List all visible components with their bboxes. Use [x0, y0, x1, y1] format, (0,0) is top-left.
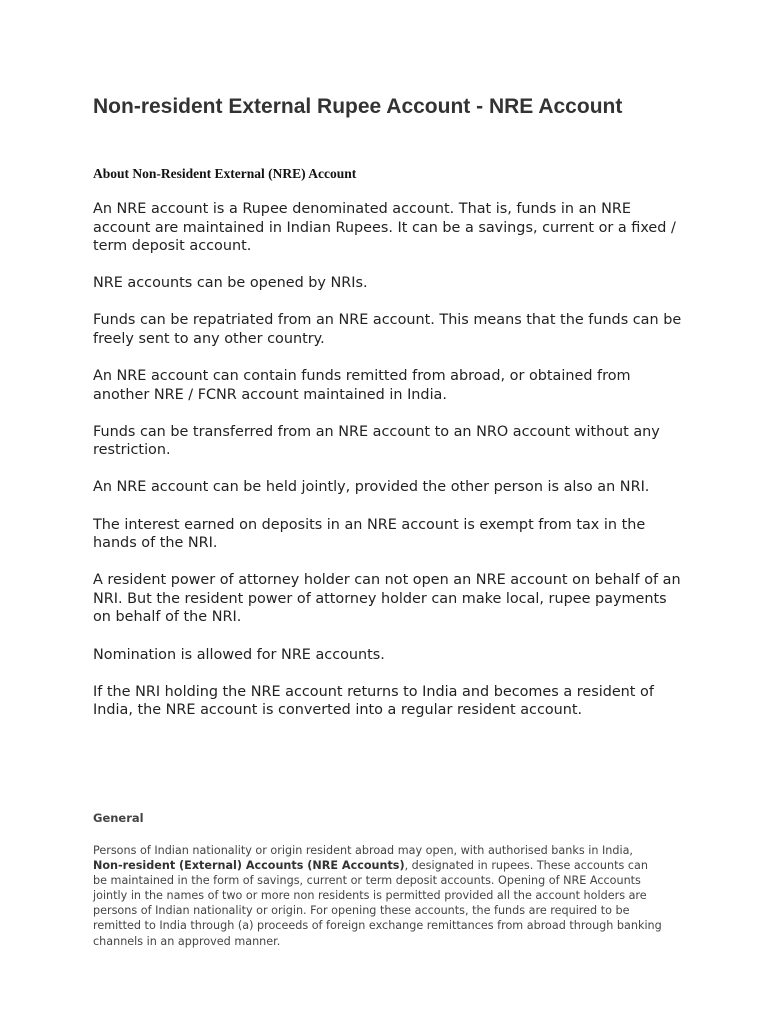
section-subtitle: About Non-Resident External (NRE) Account — [93, 166, 357, 181]
general-text-end: , designated in rupees. These accounts can be maintained in the form of savings, current or term deposit accounts. Opening of NRE Accounts jointly in the names of two or more non residents is permitted provided all the account holders are persons of Indian nationality or origin. For opening these accounts, the funds are required to be remitted to India through (a) proceeds of foreign exchange remittances from abroad through banking channels in an approved manner. — [93, 859, 662, 948]
general-text-start: Persons of Indian nationality or origin resident abroad may open, with authorised banks in India, — [93, 844, 633, 857]
page-title: Non-resident External Rupee Account - NRE Account — [93, 95, 623, 118]
paragraph: Funds can be repatriated from an NRE account. This means that the funds can be freely sent to any other country. — [93, 312, 682, 347]
paragraph: An NRE account is a Rupee denominated account. That is, funds in an NRE account are maintained in Indian Rupees. It can be a savings, current or a fixed / term deposit account. — [93, 201, 676, 255]
paragraph: If the NRI holding the NRE account returns to India and becomes a resident of India, the NRE account is converted into a regular resident account. — [93, 683, 654, 719]
paragraph: Funds can be transferred from an NRE account to an NRO account without any restriction. — [93, 423, 660, 459]
paragraph: An NRE account can contain funds remitted from abroad, or obtained from another NRE / FCNR account maintained in India. — [93, 368, 631, 403]
paragraph: An NRE account can be held jointly, provided the other person is also an NRI. — [93, 479, 650, 496]
body-paragraphs — [93, 200, 683, 738]
paragraph: Nomination is allowed for NRE accounts. — [93, 646, 385, 663]
general-bold-term: Non-resident (External) Accounts (NRE Accounts) — [93, 859, 405, 873]
general-paragraph — [93, 843, 663, 949]
general-heading: General — [93, 811, 144, 825]
paragraph: The interest earned on deposits in an NRE account is exempt from tax in the hands of the NRI. — [93, 516, 646, 552]
paragraph: A resident power of attorney holder can not open an NRE account on behalf of an NRI. But the resident power of attorney holder can make local, rupee payments on behalf of the NRI. — [93, 572, 681, 626]
paragraph: NRE accounts can be opened by NRIs. — [93, 275, 368, 292]
